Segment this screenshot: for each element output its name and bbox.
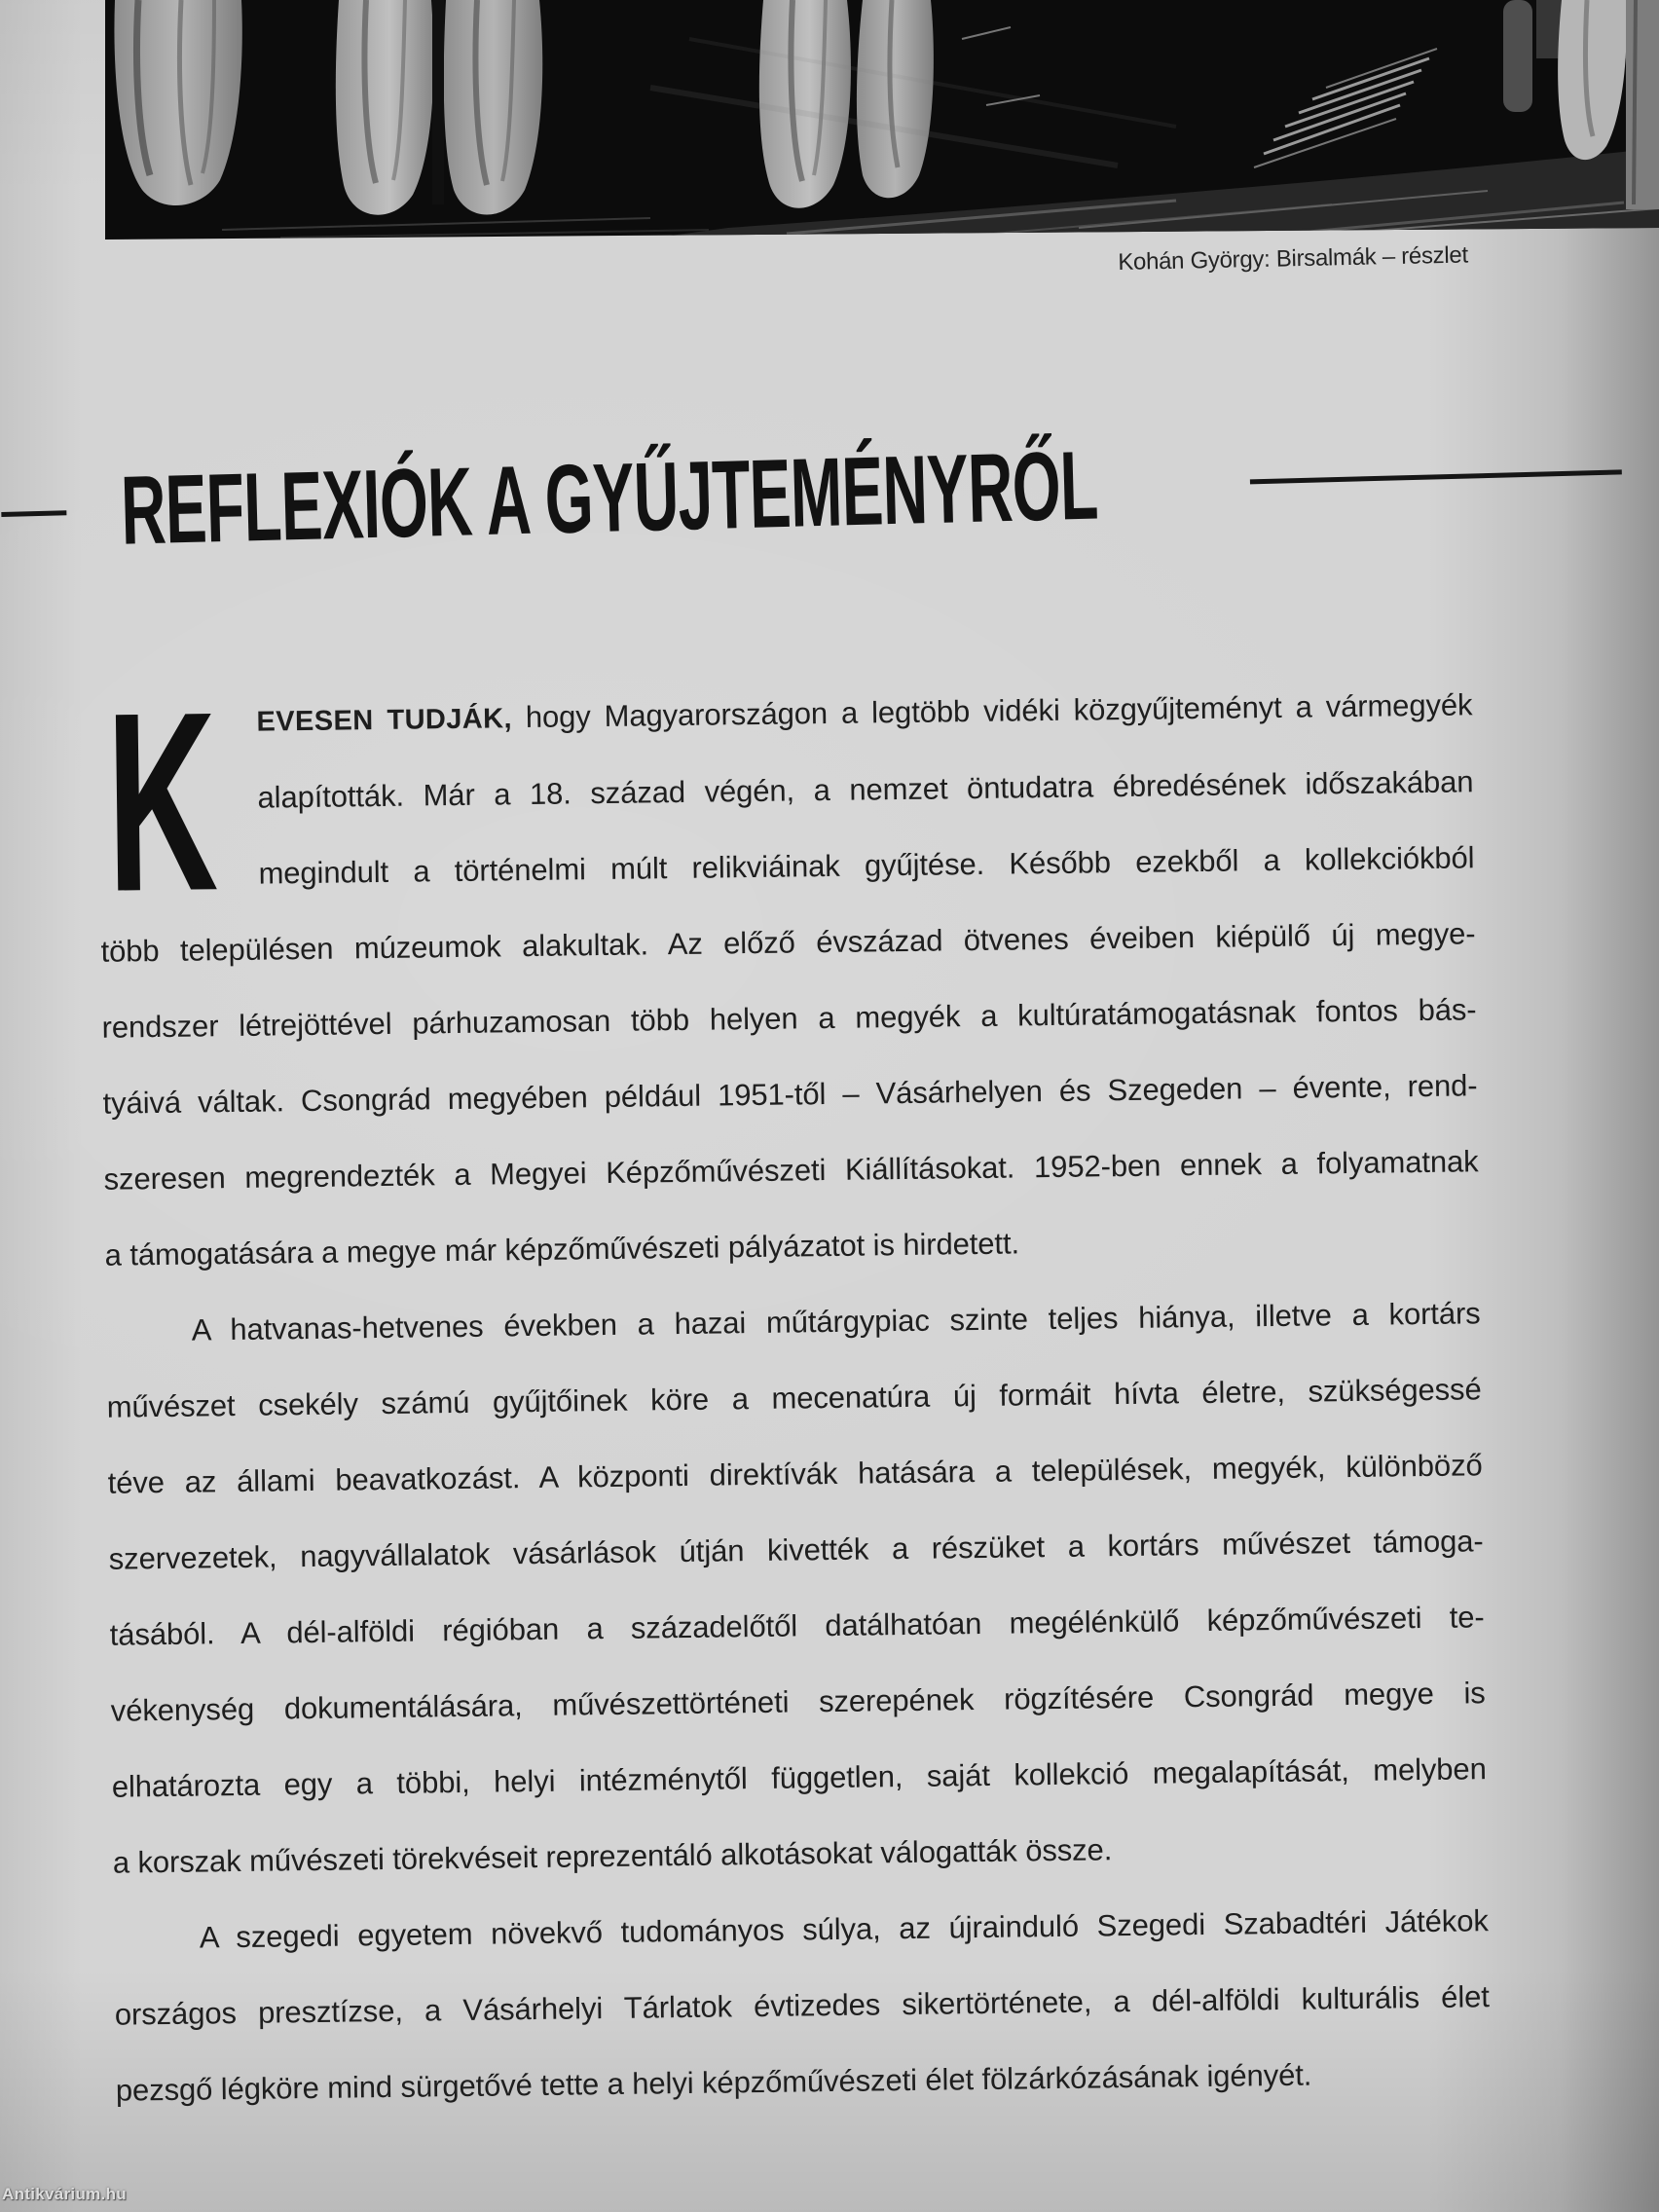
artwork-image [105, 0, 1659, 243]
text-line: a támogatására a megye már képzőművészeti pályázatot is hirdetett. [104, 1226, 1020, 1272]
text-line: téve az állami beavatkozást. A központi direktívák hatására a települések, megyék, különböző [107, 1448, 1483, 1500]
text-line: művészet csekély számú gyűjtőinek köre a mecenatúra új formáit hívta életre, szükségessé [106, 1372, 1482, 1424]
text-line: tásából. A dél-alföldi régióban a századelőtől datálhatóan megélénkülő képzőművészeti te- [109, 1600, 1485, 1652]
lead-smallcaps: EVESEN TUDJÁK, [256, 703, 527, 738]
text-line: rendszer létrejöttével párhuzamosan több helyen a megyék a kultúratámogatásnak fontos bás- [101, 992, 1477, 1045]
watermark: Antikvárium.hu [2, 2185, 127, 2203]
text-line: pezsgő légköre mind sürgetővé tette a helyi képzőművészeti élet fölzárkózásának igényét. [115, 2057, 1312, 2108]
text-line: szeresen megrendezték a Megyei Képzőművészeti Kiállításokat. 1952-ben ennek a folyamatnak [103, 1144, 1479, 1197]
title-rule-right [1250, 469, 1622, 484]
page-title: REFLEXIÓK A GYŰJTEMÉNYRŐL [119, 430, 1099, 566]
dropcap: K [104, 658, 220, 945]
section-title-row [0, 420, 1659, 571]
artwork-caption: Kohán György: Birsalmák – részlet [1118, 241, 1469, 276]
text-line: országos presztízse, a Vásárhelyi Tárlatok évtizedes sikertörténete, a dél-alföldi kulturális élet [114, 1979, 1490, 2032]
title-box [119, 430, 1193, 566]
title-rule-left [1, 510, 66, 517]
text-line: a korszak művészeti törekvéseit reprezentáló alkotásokat válogatták össze. [112, 1832, 1113, 1880]
text-line: megindult a történelmi múlt relikviáinak gyűjtése. Később ezekből a kollekciókból [258, 840, 1475, 891]
text-line: tyáivá váltak. Csongrád megyében például 1951-től – Vásárhelyen és Szegeden – évente, rend- [102, 1068, 1478, 1121]
body-text [97, 658, 1491, 2128]
text-line: alapították. Már a 18. század végén, a nemzet öntudatra ébredésének időszakában [257, 764, 1474, 815]
text-line: szervezetek, nagyvállalatok vásárlások útján kivették a részüket a kortárs művészet támoga- [108, 1524, 1484, 1576]
text-line: A hatvanas-hetvenes években a hazai műtárgypiac szinte teljes hiánya, illetve a kortárs [191, 1296, 1481, 1347]
text-line: EVESEN TUDJÁK, hogy Magyarországon a legtöbb vidéki közgyűjteményt a vármegyék [256, 687, 1473, 738]
text-line: több településen múzeumok alakultak. Az előző évszázad ötvenes éveiben kiépülő új megye- [100, 916, 1476, 969]
text-line: elhatározta egy a többi, helyi intézménytől független, saját kollekció megalapítását, melyben [111, 1751, 1487, 1804]
text-line: A szegedi egyetem növekvő tudományos súlya, az újrainduló Szegedi Szabadtéri Játékok [199, 1903, 1489, 1955]
text-line: vékenység dokumentálására, művészettörténeti szerepének rögzítésére Csongrád megye is [110, 1676, 1486, 1728]
